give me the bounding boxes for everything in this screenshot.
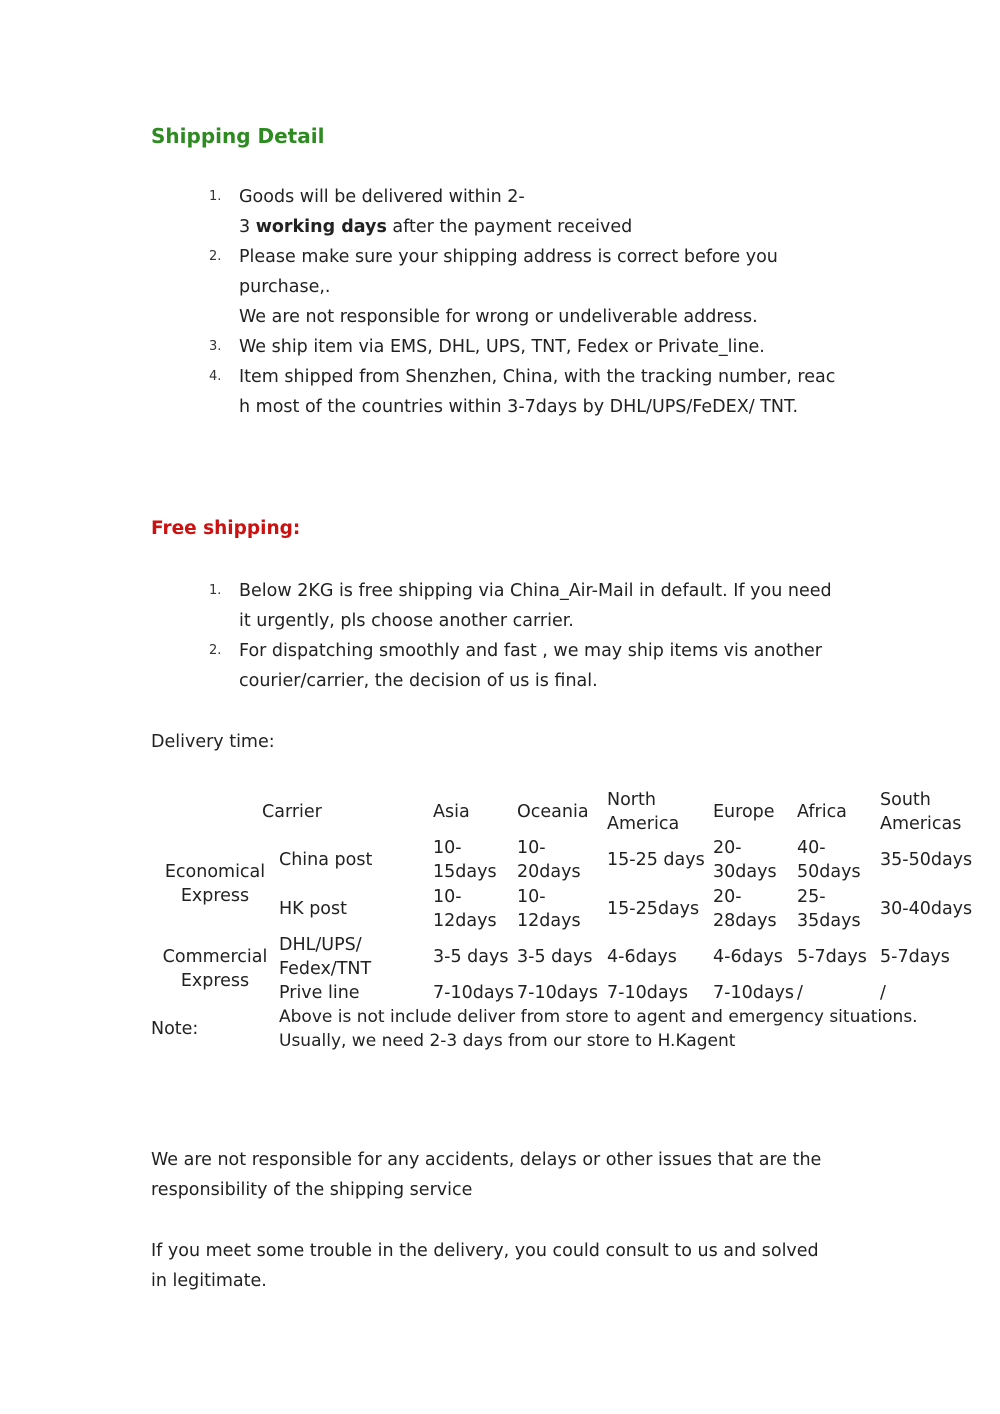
header-asia: Asia — [433, 802, 470, 822]
header-north-america: North America — [607, 790, 680, 834]
bold-text: working days — [255, 217, 387, 237]
paragraph-line: in legitimate. — [151, 1271, 267, 1291]
shipping-detail-list — [0, 182, 1000, 422]
carrier-hk-post: HK post — [279, 899, 347, 919]
list-text: it urgently, pls choose another carrier. — [239, 611, 574, 631]
list-number: 1. — [209, 583, 222, 598]
cell-north-america: 15-25 days — [607, 850, 705, 870]
cell-oceania: 3-5 days — [517, 947, 593, 967]
list-item — [0, 576, 1000, 636]
cell-south-americas: 5-7days — [880, 947, 950, 967]
list-text: Item shipped from Shenzhen, China, with the tracking number, reac — [239, 367, 836, 387]
list-text: purchase,. — [239, 277, 331, 297]
cell-africa: 25- 35days — [797, 887, 861, 931]
cell-south-americas: 30-40days — [880, 899, 973, 919]
group-economical-express: Economical Express — [164, 862, 266, 906]
cell-africa: 40- 50days — [797, 838, 861, 882]
paragraph-line: If you meet some trouble in the delivery, you could consult to us and solved — [151, 1241, 819, 1261]
list-text: Please make sure your shipping address is correct before you — [239, 247, 778, 267]
cell-europe: 20- 30days — [713, 838, 777, 882]
list-text: We ship item via EMS, DHL, UPS, TNT, Fedex or Private_line. — [239, 337, 765, 357]
carrier-prive-line: Prive line — [279, 983, 360, 1003]
cell-europe: 7-10days — [713, 983, 795, 1003]
list-text: Goods will be delivered within 2- — [239, 187, 525, 207]
list-item — [0, 332, 1000, 362]
list-text: h most of the countries within 3-7days by DHL/UPS/FeDEX/ TNT. — [239, 397, 799, 417]
group-commercial-express: Commercial Express — [162, 947, 268, 991]
free-shipping-heading: Free shipping: — [151, 518, 301, 539]
cell-oceania: 7-10days — [517, 983, 599, 1003]
cell-europe: 20- 28days — [713, 887, 777, 931]
free-shipping-list — [0, 576, 1000, 696]
list-number: 2. — [209, 249, 222, 264]
cell-africa: 5-7days — [797, 947, 867, 967]
cell-oceania: 10- 20days — [517, 838, 581, 882]
list-number: 2. — [209, 643, 222, 658]
list-item — [0, 182, 1000, 242]
cell-asia: 7-10days — [433, 983, 515, 1003]
cell-africa: / — [797, 983, 803, 1003]
carrier-china-post: China post — [279, 850, 373, 870]
list-text: 3 working days after the payment received — [239, 217, 633, 237]
list-text: courier/carrier, the decision of us is final. — [239, 671, 598, 691]
cell-europe: 4-6days — [713, 947, 783, 967]
cell-asia: 10- 15days — [433, 838, 497, 882]
header-carrier: Carrier — [262, 802, 322, 822]
cell-north-america: 15-25days — [607, 899, 700, 919]
header-africa: Africa — [797, 802, 847, 822]
delivery-time-label: Delivery time: — [151, 732, 275, 752]
cell-asia: 10- 12days — [433, 887, 497, 931]
list-item — [0, 636, 1000, 696]
note-text: Above is not include deliver from store to agent and emergency situations. Usually, we need 2-3 days from our store to H.Kagent — [279, 1007, 918, 1051]
cell-south-americas: 35-50days — [880, 850, 973, 870]
list-item — [0, 242, 1000, 332]
list-item — [0, 362, 1000, 422]
paragraph-line: We are not responsible for any accidents, delays or other issues that are the — [151, 1150, 822, 1170]
list-text: For dispatching smoothly and fast , we may ship items vis another — [239, 641, 823, 661]
disclaimer-paragraph — [151, 1145, 821, 1205]
trouble-paragraph — [151, 1236, 819, 1296]
header-europe: Europe — [713, 802, 775, 822]
list-text: We are not responsible for wrong or undeliverable address. — [239, 307, 758, 327]
list-number: 4. — [209, 369, 222, 384]
shipping-detail-heading: Shipping Detail — [151, 124, 325, 148]
list-number: 1. — [209, 189, 222, 204]
cell-oceania: 10- 12days — [517, 887, 581, 931]
cell-asia: 3-5 days — [433, 947, 509, 967]
header-oceania: Oceania — [517, 802, 589, 822]
cell-north-america: 7-10days — [607, 983, 689, 1003]
cell-south-americas: / — [880, 983, 886, 1003]
list-text: Below 2KG is free shipping via China_Air-Mail in default. If you need — [239, 581, 832, 601]
carrier-dhl-ups-fedex-tnt: DHL/UPS/ Fedex/TNT — [279, 935, 372, 979]
list-number: 3. — [209, 339, 222, 354]
cell-north-america: 4-6days — [607, 947, 677, 967]
header-south-americas: South Americas — [880, 790, 962, 834]
note-label: Note: — [151, 1019, 199, 1039]
paragraph-line: responsibility of the shipping service — [151, 1180, 473, 1200]
